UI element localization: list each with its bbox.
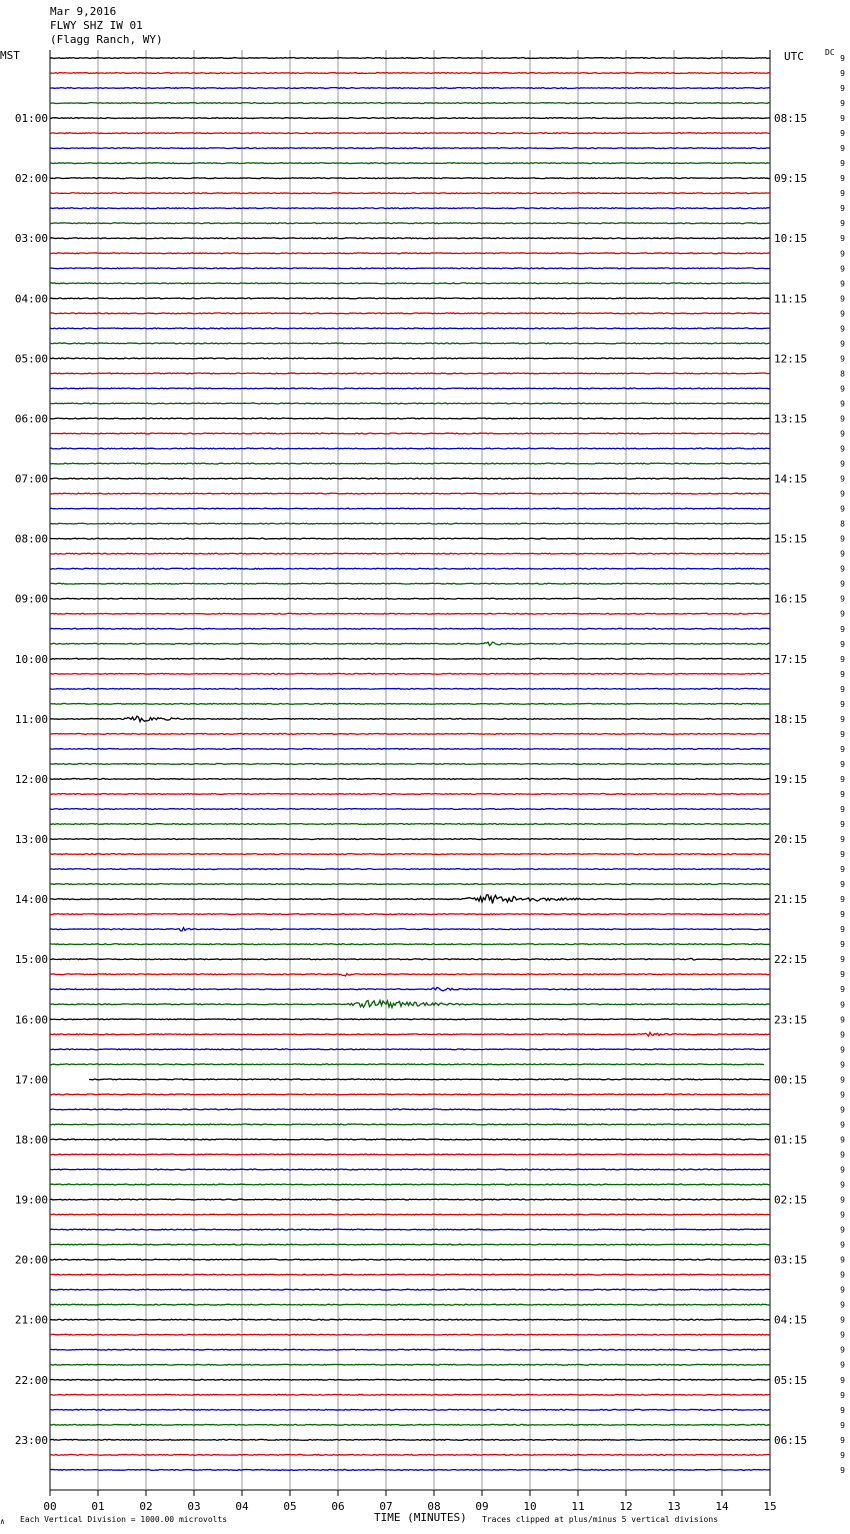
dc-offset-value: 9 [840,1465,845,1475]
trace-line [50,869,770,870]
mst-hour-label: 16:00 [14,1013,48,1027]
utc-hour-label: 06:15 [774,1433,808,1447]
mst-hour-label: 17:00 [14,1073,48,1087]
utc-hour-label: 05:15 [774,1373,808,1387]
trace-line [50,1259,770,1260]
dc-offset-value: 9 [840,1090,845,1100]
mst-hour-label: 14:00 [14,893,48,907]
dc-offset-value: 9 [840,189,845,199]
trace-line [50,1334,770,1335]
mst-hour-label: 23:00 [14,1433,48,1447]
trace-line [50,1319,770,1320]
dc-offset-value: 9 [840,774,845,784]
trace-line [50,1064,764,1065]
trace-line [50,824,770,825]
dc-offset-value: 9 [840,234,845,244]
x-tick-label: 03 [187,1500,201,1513]
trace-line [50,193,770,194]
dc-offset-value: 9 [840,850,845,860]
x-tick-label: 12 [619,1500,633,1513]
mst-hour-label: 20:00 [14,1253,48,1267]
trace-line [50,388,770,389]
trace-line [50,328,770,329]
trace-line [50,253,770,254]
dc-offset-value: 9 [840,1180,845,1190]
dc-offset-value: 9 [840,399,845,409]
trace-line [50,1049,770,1050]
dc-offset-value: 9 [840,1105,845,1115]
dc-offset-value: 9 [840,444,845,454]
trace-line [50,568,770,569]
dc-offset-value: 9 [840,414,845,424]
mst-axis-label: MST [0,49,20,62]
utc-hour-label: 09:15 [774,172,808,186]
trace-line [50,1364,770,1365]
trace-line [50,763,770,764]
mst-hour-label: 13:00 [14,833,48,847]
dc-offset-value: 9 [840,1450,845,1460]
x-tick-label: 10 [523,1500,537,1513]
trace-line [50,733,770,734]
dc-offset-value: 9 [840,1285,845,1295]
dc-offset-value: 9 [840,1390,845,1400]
dc-offset-value: 8 [840,519,845,529]
mst-hour-label: 22:00 [14,1373,48,1387]
dc-offset-value: 9 [840,609,845,619]
trace-line [50,688,770,689]
trace-line [50,854,770,855]
trace-line [50,493,770,494]
trace-line [50,944,770,945]
trace-line [50,1349,770,1350]
mst-hour-label: 11:00 [14,712,48,726]
trace-line [50,163,770,164]
dc-offset-value: 9 [840,940,845,950]
trace-line [50,958,770,960]
dc-offset-value: 9 [840,639,845,649]
header-station: FLWY SHZ IW 01 [50,19,143,32]
dc-offset-value: 9 [840,489,845,499]
x-tick-label: 01 [91,1500,105,1513]
dc-offset-value: 9 [840,1030,845,1040]
dc-offset-value: 9 [840,805,845,814]
dc-offset-value: 9 [840,1045,845,1055]
trace-line [50,1439,770,1440]
dc-offset-value: 9 [840,865,845,875]
dc-offset-value: 9 [840,1075,845,1085]
dc-offset-value: 9 [840,729,845,739]
trace-line [50,779,770,780]
trace-line [50,88,770,89]
trace-line [50,703,770,704]
dc-offset-value: 9 [840,1015,845,1025]
dc-offset-value: 9 [840,1315,845,1325]
trace-line [50,748,770,749]
header-date: Mar 9,2016 [50,5,117,18]
mst-hour-label: 12:00 [14,772,48,786]
utc-axis-label: UTC [784,50,804,63]
mst-hour-label: 18:00 [14,1133,48,1147]
trace-line [50,1379,770,1380]
dc-offset-value: 9 [840,1000,845,1010]
x-tick-label: 15 [763,1500,777,1513]
utc-hour-label: 14:15 [774,472,808,486]
dc-offset-value: 9 [840,1165,845,1175]
mst-hour-label: 21:00 [14,1313,48,1327]
utc-hour-label: 08:15 [774,112,808,126]
dc-offset-value: 9 [840,925,845,935]
utc-hour-label: 21:15 [774,893,808,907]
x-tick-label: 06 [331,1500,345,1513]
dc-offset-value: 9 [840,279,845,289]
x-tick-label: 08 [427,1500,441,1513]
trace-line [50,794,770,795]
trace-line [50,133,770,134]
trace-line [50,895,770,904]
dc-offset-value: 9 [840,1195,845,1205]
scale-mark: ∧ [0,1517,5,1526]
trace-line [50,628,770,629]
utc-hour-label: 01:15 [774,1133,808,1147]
utc-hour-label: 04:15 [774,1313,808,1327]
trace-line [50,148,770,149]
utc-hour-label: 13:15 [774,412,808,426]
trace-line [50,283,770,284]
dc-offset-value: 9 [840,159,845,169]
trace-line [50,673,770,674]
trace-line [50,358,770,359]
dc-offset-value: 9 [840,789,845,799]
trace-line [50,1139,770,1140]
dc-offset-value: 9 [840,1210,845,1220]
trace-line [50,553,770,554]
trace-line [50,1124,770,1125]
trace-line [50,538,770,539]
utc-hour-label: 19:15 [774,772,808,786]
trace-line [50,809,770,810]
dc-offset-value: 9 [840,895,845,905]
dc-offset-value: 9 [840,144,845,154]
trace-line [50,1409,770,1410]
utc-hour-label: 02:15 [774,1193,808,1207]
trace-line [50,1274,770,1275]
trace-line [89,1079,770,1080]
trace-line [50,1032,770,1036]
dc-offset-value: 8 [840,369,845,379]
x-tick-label: 14 [715,1500,729,1513]
utc-hour-label: 15:15 [774,532,808,546]
dc-offset-value: 9 [840,1270,845,1280]
trace-line [50,223,770,224]
utc-hour-label: 10:15 [774,232,808,246]
dc-offset-value: 9 [840,264,845,274]
trace-line [50,1169,770,1170]
dc-offset-value: 9 [840,204,845,214]
dc-offset-value: 9 [840,1225,845,1235]
dc-offset-value: 9 [840,1120,845,1130]
trace-line [50,613,770,614]
trace-line [50,1199,770,1200]
utc-hour-label: 22:15 [774,953,808,967]
dc-offset-value: 9 [840,219,845,229]
dc-offset-value: 9 [840,759,845,769]
dc-offset-value: 9 [840,549,845,559]
trace-line [50,463,770,464]
trace-line [50,974,770,976]
trace-line [50,716,770,721]
trace-line [50,658,770,659]
x-tick-label: 05 [283,1500,297,1513]
utc-hour-label: 03:15 [774,1253,808,1267]
dc-offset-value: 9 [840,429,845,439]
trace-line [50,1019,770,1020]
dc-offset-value: 9 [840,309,845,319]
trace-line [50,884,770,885]
x-tick-label: 02 [139,1500,153,1513]
trace-line [50,1184,770,1185]
trace-line [50,118,770,119]
trace-line [50,1109,770,1110]
utc-hour-label: 23:15 [774,1013,808,1027]
dc-offset-value: 9 [840,955,845,965]
utc-hour-label: 17:15 [774,652,808,666]
mst-hour-label: 03:00 [14,232,48,246]
utc-hour-label: 11:15 [774,292,808,306]
dc-offset-value: 9 [840,1345,845,1355]
trace-line [50,448,770,449]
trace-line [50,523,770,524]
dc-offset-value: 9 [840,985,845,995]
clip-note: Traces clipped at plus/minus 5 vertical divisions [482,1515,719,1524]
x-tick-label: 13 [667,1500,681,1513]
dc-offset-value: 9 [840,744,845,754]
utc-hour-label: 18:15 [774,712,808,726]
dc-offset-value: 9 [840,69,845,79]
dc-offset-value: 9 [840,1150,845,1160]
header-location: (Flagg Ranch, WY) [50,33,163,46]
trace-line [50,313,770,314]
dc-offset-value: 9 [840,1375,845,1385]
dc-offset-value: 9 [840,1255,845,1265]
dc-offset-value: 9 [840,174,845,184]
mst-hour-label: 06:00 [14,412,48,426]
utc-hour-label: 20:15 [774,833,808,847]
trace-line [50,1094,770,1095]
dc-offset-value: 9 [840,1060,845,1070]
dc-offset-value: 9 [840,699,845,709]
dc-offset-value: 9 [840,910,845,920]
utc-hour-label: 16:15 [774,592,808,606]
dc-offset-value: 9 [840,714,845,724]
dc-offset-value: 9 [840,354,845,364]
dc-offset-value: 9 [840,99,845,109]
mst-hour-label: 15:00 [14,953,48,967]
trace-line [50,839,770,840]
trace-line [50,987,770,990]
trace-line [50,418,770,419]
trace-line [50,642,770,645]
dc-offset-value: 9 [840,880,845,890]
dc-offset-value: 9 [840,504,845,514]
dc-offset-value: 9 [840,54,845,63]
utc-hour-label: 00:15 [774,1073,808,1087]
dc-offset-value: 9 [840,384,845,394]
dc-offset-value: 9 [840,1435,845,1445]
dc-offset-value: 9 [840,1240,845,1250]
mst-hour-label: 09:00 [14,592,48,606]
dc-offset-value: 9 [840,294,845,304]
trace-line [50,508,770,509]
dc-offset-value: 9 [840,835,845,845]
trace-line [50,1454,770,1455]
dc-offset-value: 9 [840,534,845,544]
dc-offset-value: 9 [840,1135,845,1145]
dc-offset-value: 9 [840,564,845,574]
trace-line [50,373,770,374]
trace-line [50,238,770,239]
dc-offset-value: 9 [840,594,845,604]
trace-line [50,58,770,59]
trace-line [50,1424,770,1425]
trace-line [50,73,770,74]
trace-line [50,1244,770,1245]
dc-offset-value: 9 [840,459,845,469]
dc-offset-value: 9 [840,249,845,259]
x-tick-label: 04 [235,1500,249,1513]
x-tick-label: 07 [379,1500,393,1513]
dc-offset-value: 9 [840,820,845,830]
dc-label: DC [825,48,835,57]
trace-line [50,433,770,434]
trace-line [50,268,770,269]
trace-line [50,478,770,479]
dc-offset-value: 9 [840,84,845,94]
dc-offset-value: 9 [840,129,845,139]
trace-line [50,928,770,931]
mst-hour-label: 04:00 [14,292,48,306]
dc-offset-value: 9 [840,970,845,980]
dc-offset-value: 9 [840,624,845,634]
trace-line [50,403,770,404]
mst-hour-label: 02:00 [14,172,48,186]
x-tick-label: 09 [475,1500,489,1513]
trace-line [50,598,770,599]
trace-line [50,1214,770,1215]
trace-line [50,1304,770,1305]
scale-note: Each Vertical Division = 1000.00 microvolts [20,1515,228,1524]
dc-offset-value: 9 [840,1300,845,1310]
trace-line [50,1469,770,1470]
mst-hour-label: 08:00 [14,532,48,546]
trace-line [50,1229,770,1230]
trace-line [50,343,770,344]
dc-offset-value: 9 [840,1420,845,1430]
dc-offset-value: 9 [840,474,845,484]
trace-line [50,208,770,209]
dc-offset-value: 9 [840,579,845,589]
x-axis-title: TIME (MINUTES) [374,1511,467,1524]
trace-line [50,583,770,584]
trace-line [50,914,770,915]
dc-offset-value: 9 [840,1405,845,1415]
dc-offset-value: 9 [840,1360,845,1370]
mst-hour-label: 01:00 [14,112,48,126]
trace-line [50,298,770,299]
dc-offset-value: 9 [840,339,845,349]
mst-hour-label: 10:00 [14,652,48,666]
x-tick-label: 00 [43,1500,57,1513]
trace-line [50,1154,770,1155]
x-tick-label: 11 [571,1500,585,1513]
dc-offset-value: 9 [840,654,845,664]
mst-hour-label: 05:00 [14,352,48,366]
trace-line [50,103,770,104]
mst-hour-label: 19:00 [14,1193,48,1207]
trace-line [50,1394,770,1395]
dc-offset-value: 9 [840,324,845,334]
trace-line [50,178,770,179]
dc-offset-value: 9 [840,1330,845,1340]
dc-offset-value: 9 [840,684,845,694]
dc-offset-value: 9 [840,669,845,679]
dc-offset-value: 9 [840,114,845,124]
trace-line [50,1000,770,1007]
trace-line [50,1289,770,1290]
mst-hour-label: 07:00 [14,472,48,486]
utc-hour-label: 12:15 [774,352,808,366]
